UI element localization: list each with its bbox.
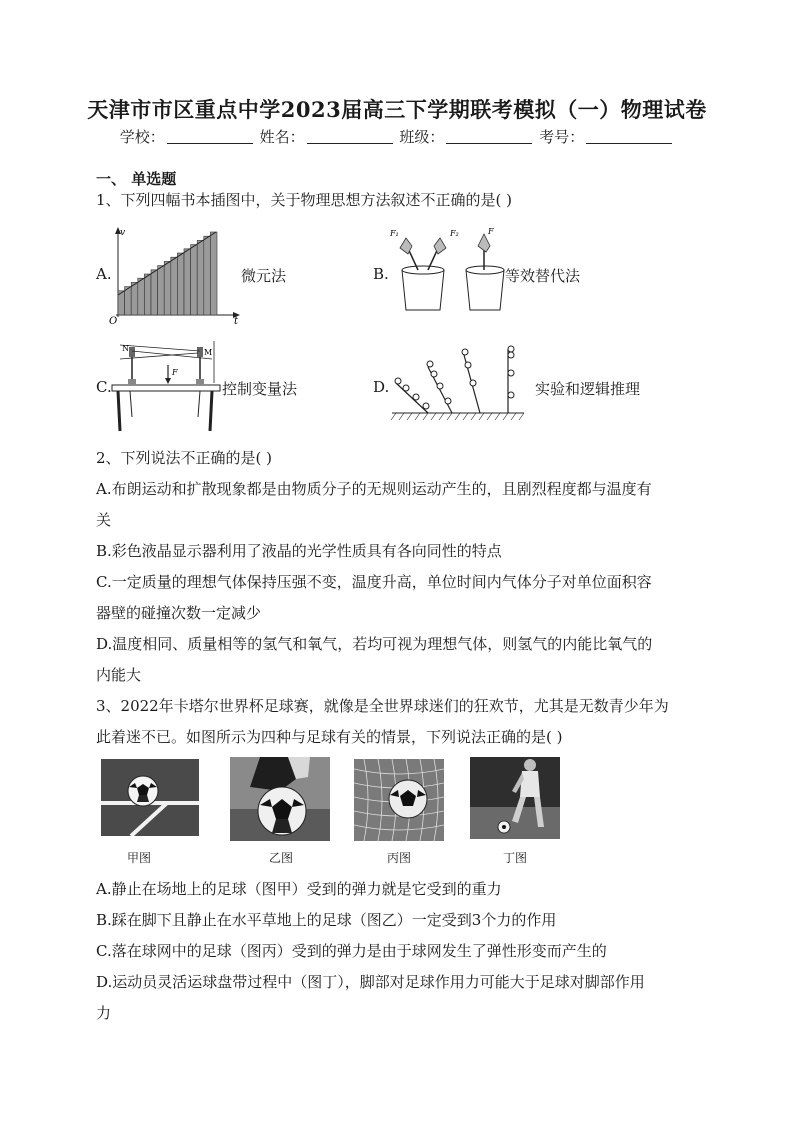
q1-option-d-letter: D. (373, 378, 390, 396)
q1-figure-a-o-label: O (109, 316, 118, 325)
q1-figure-a-v-label: v (120, 228, 126, 238)
exam-title: 天津市市区重点中学2023届高三下学期联考模拟（一）物理试卷 (87, 97, 707, 122)
q1-option-a-letter: A. (96, 265, 112, 283)
q1-figure-a-bar (191, 245, 198, 315)
q1-figure-a-bar (151, 270, 158, 315)
q1-figure-c-f-label: F (172, 368, 178, 377)
q1-figure-a-t-label: t (234, 316, 239, 325)
q1-figure-a-bar (184, 249, 191, 315)
q1-figure-a-bar (204, 236, 211, 315)
q1-option-d-text: 实验和逻辑推理 (535, 380, 641, 398)
q3-caption-bing: 丙图 (387, 851, 412, 865)
q1-option-b-letter: B. (373, 265, 389, 283)
class-label: 班级： (399, 128, 445, 146)
q1-figure-a-bar (131, 282, 138, 315)
q1-figure-a-bar (197, 240, 204, 315)
q3-stem-line2: 此着迷不已。如图所示为四种与足球有关的情景，下列说法正确的是( ) (96, 728, 563, 746)
q2-option-d-line2: 内能大 (96, 666, 142, 684)
q2-option-a-line1: A.布朗运动和扩散现象都是由物质分子的无规则运动产生的，且剧烈程度都与温度有 (96, 480, 652, 498)
q3-photo-jia-art (101, 759, 199, 836)
q1-figure-a-bar (138, 278, 145, 315)
q3-stem-line1: 3、2022年卡塔尔世界杯足球赛，就像是全世界球迷们的狂欢节，尤其是无数青少年为 (96, 697, 669, 715)
q1-figure-a-bar (164, 261, 171, 315)
q3-caption-yi: 乙图 (269, 851, 294, 865)
student-info-line (0, 126, 794, 147)
q3-photo-ding-art (470, 757, 560, 839)
q1-figure-c-n-label: N (122, 344, 129, 353)
q3-caption-jia: 甲图 (127, 851, 152, 865)
q2-option-c-line2: 器壁的碰撞次数一定减少 (96, 604, 262, 622)
q3-photo-yi (230, 757, 330, 841)
q1-figure-b-f-label: F (488, 227, 494, 236)
q3-photo-bing-art (354, 759, 444, 841)
q1-figure-a-bars (118, 232, 217, 315)
q1-option-a-text: 微元法 (241, 267, 287, 285)
q1-figure-a-bar (158, 266, 165, 315)
q1-option-c-text: 控制变量法 (222, 380, 298, 398)
name-label: 姓名： (259, 128, 305, 146)
number-label: 考号： (539, 128, 585, 146)
q1-figure-b-f1-label: F₁ (390, 229, 399, 238)
q1-figure-a-bar (125, 287, 132, 315)
q1-option-b-text: 等效替代法 (505, 267, 581, 285)
q3-option-b: B.踩在脚下且静止在水平草地上的足球（图乙）一定受到3个力的作用 (96, 911, 557, 929)
q3-photo-yi-art (230, 757, 330, 841)
section-heading: 一、 单选题 (96, 170, 177, 188)
class-blank[interactable] (446, 129, 532, 144)
number-blank[interactable] (586, 129, 672, 144)
school-label: 学校： (119, 128, 165, 146)
q1-option-c-letter: C. (96, 378, 112, 396)
q3-photo-bing (354, 759, 444, 841)
q1-figure-b-force-equivalence (388, 222, 506, 314)
q1-figure-a-bar (210, 232, 217, 315)
q1-figure-c-m-label: M (204, 348, 213, 357)
q3-option-d-line1: D.运动员灵活运球盘带过程中（图丁），脚部对足球作用力可能大于足球对脚部作用 (96, 973, 645, 991)
q3-option-c: C.落在球网中的足球（图丙）受到的弹力是由于球网发生了弹性形变而产生的 (96, 942, 607, 960)
q1-figure-b-f2-label: F₂ (450, 229, 459, 238)
q3-option-d-line2: 力 (96, 1004, 112, 1022)
q1-figure-a-bar (171, 257, 178, 315)
q1-figure-a-bar (144, 274, 151, 315)
q3-caption-ding: 丁图 (503, 851, 528, 865)
q2-option-d-line1: D.温度相同、质量相等的氢气和氧气，若均可视为理想气体，则氢气的内能比氧气的 (96, 635, 653, 653)
school-blank[interactable] (167, 129, 253, 144)
q3-photo-ding (470, 757, 560, 839)
q1-figure-d-inclined-planes (388, 343, 528, 423)
q1-figure-c-table-mirror-setup (110, 337, 222, 433)
q3-option-a: A.静止在场地上的足球（图甲）受到的弹力就是它受到的重力 (96, 880, 502, 898)
q1-figure-a-microelement-chart (108, 225, 242, 325)
q1-figure-a-bar (177, 253, 184, 315)
q2-option-b: B.彩色液晶显示器利用了液晶的光学性质具有各向同性的特点 (96, 542, 502, 560)
q2-stem: 2、下列说法不正确的是( ) (96, 449, 273, 467)
name-blank[interactable] (307, 129, 393, 144)
q2-option-a-line2: 关 (96, 511, 112, 529)
q3-photo-jia (101, 759, 199, 836)
q2-option-c-line1: C.一定质量的理想气体保持压强不变，温度升高，单位时间内气体分子对单位面积容 (96, 573, 652, 591)
q1-stem: 1、下列四幅书本插图中，关于物理思想方法叙述不正确的是( ) (96, 191, 513, 209)
